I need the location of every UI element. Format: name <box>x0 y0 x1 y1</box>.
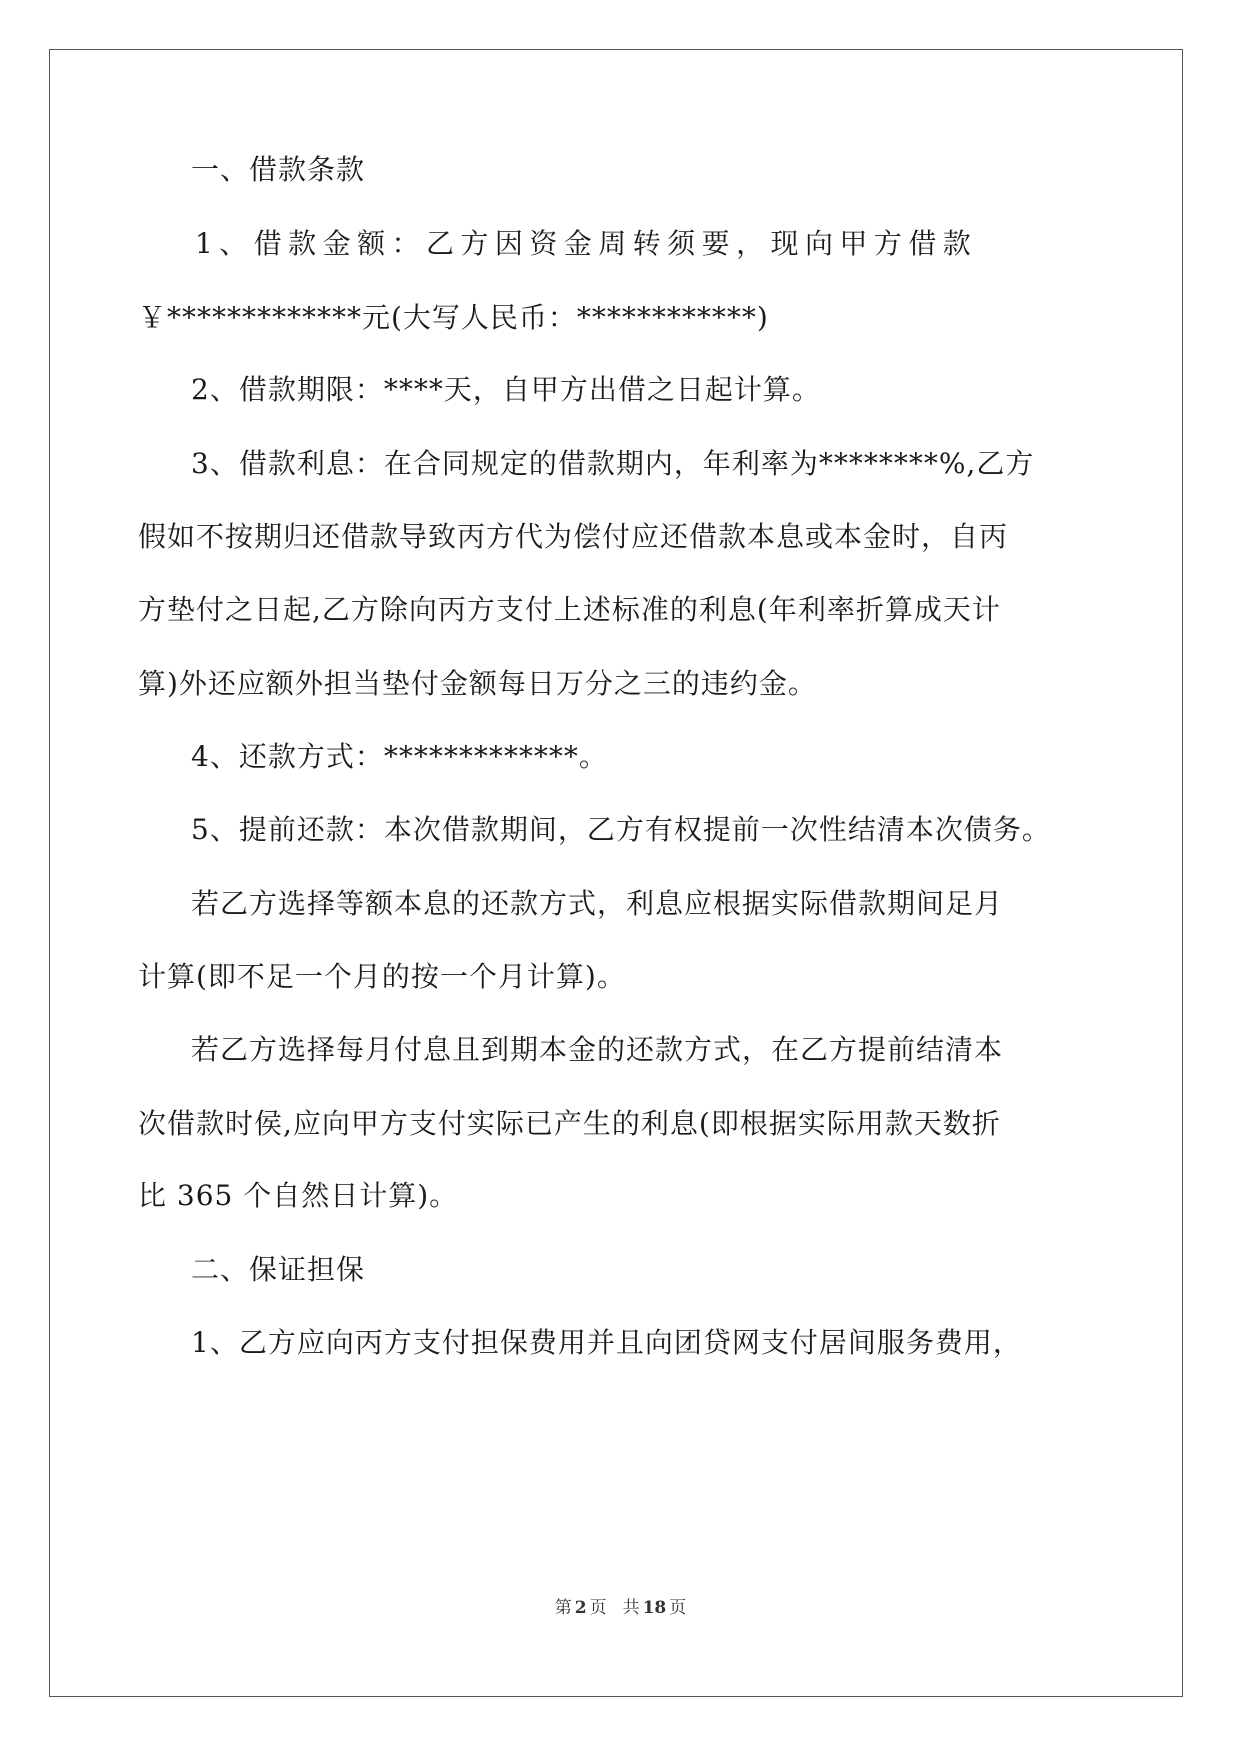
loan-amount-char: ， <box>736 227 766 260</box>
paragraph-loan-amount-line-2: ￥*************元(大写人民币：************) <box>138 301 769 334</box>
paragraph-monthly-interest-line-2: 次借款时侯,应向甲方支付实际已产生的利息(即根据实际用款天数折 <box>138 1107 1001 1140</box>
paragraph-monthly-interest-line-1: 若乙方选择每月付息且到期本金的还款方式，在乙方提前结清本 <box>191 1033 1004 1066</box>
loan-amount-char: 、 <box>219 227 249 260</box>
loan-amount-char: 转 <box>632 227 662 260</box>
loan-amount-char: 甲 <box>839 227 869 260</box>
section-heading-loan-terms: 一、借款条款 <box>191 153 366 186</box>
loan-amount-char: 借 <box>253 227 283 260</box>
paragraph-equal-installment-line-1: 若乙方选择等额本息的还款方式，利息应根据实际借款期间足月 <box>191 887 1004 920</box>
loan-amount-char: 金 <box>322 227 352 260</box>
footer-total-prefix: 共 <box>622 1598 640 1618</box>
paragraph-repayment-method: 4、还款方式：*************。 <box>191 740 608 773</box>
loan-amount-char: 额 <box>357 227 387 260</box>
paragraph-interest-line-2: 假如不按期归还借款导致丙方代为偿付应还借款本息或本金时，自丙 <box>138 520 1009 553</box>
loan-amount-char: 要 <box>701 227 731 260</box>
loan-amount-char: 款 <box>288 227 318 260</box>
paragraph-interest-line-4: 算)外还应额外担当垫付金额每日万分之三的违约金。 <box>138 667 817 700</box>
paragraph-monthly-interest-line-3: 比 365 个自然日计算)。 <box>138 1179 459 1212</box>
paragraph-interest-line-3: 方垫付之日起,乙方除向丙方支付上述标准的利息(年利率折算成天计 <box>138 593 1001 626</box>
section-heading-guarantee: 二、保证担保 <box>191 1253 366 1286</box>
paragraph-loan-term: 2、借款期限：****天，自甲方出借之日起计算。 <box>191 373 821 406</box>
footer-prefix: 第 <box>554 1598 572 1618</box>
page-footer <box>0 1593 1241 1618</box>
footer-page-number: 2 <box>574 1598 587 1618</box>
loan-amount-char: 须 <box>667 227 697 260</box>
footer-page-suffix: 页 <box>589 1598 607 1618</box>
loan-amount-char: 因 <box>494 227 524 260</box>
loan-amount-char: 金 <box>563 227 593 260</box>
paragraph-equal-installment-line-2: 计算(即不足一个月的按一个月计算)。 <box>138 960 626 993</box>
footer-total-suffix: 页 <box>669 1598 687 1618</box>
loan-amount-char: ： <box>391 227 421 260</box>
loan-amount-char: 款 <box>942 227 972 260</box>
loan-amount-char: 1 <box>195 227 214 260</box>
loan-amount-char: 借 <box>908 227 938 260</box>
loan-amount-char: 方 <box>460 227 490 260</box>
paragraph-loan-amount-line-1 <box>195 224 972 264</box>
paragraph-early-repayment: 5、提前还款：本次借款期间，乙方有权提前一次性结清本次债务。 <box>191 813 1051 846</box>
loan-amount-char: 现 <box>770 227 800 260</box>
loan-amount-char: 方 <box>873 227 903 260</box>
paragraph-interest-line-1: 3、借款利息：在合同规定的借款期内，年利率为********%,乙方 <box>191 447 1035 480</box>
paragraph-guarantee-fee: 1、乙方应向丙方支付担保费用并且向团贷网支付居间服务费用， <box>191 1326 1022 1359</box>
loan-amount-char: 资 <box>529 227 559 260</box>
loan-amount-char: 向 <box>804 227 834 260</box>
footer-total-pages: 18 <box>642 1598 667 1618</box>
loan-amount-char: 周 <box>598 227 628 260</box>
loan-amount-char: 乙 <box>425 227 455 260</box>
